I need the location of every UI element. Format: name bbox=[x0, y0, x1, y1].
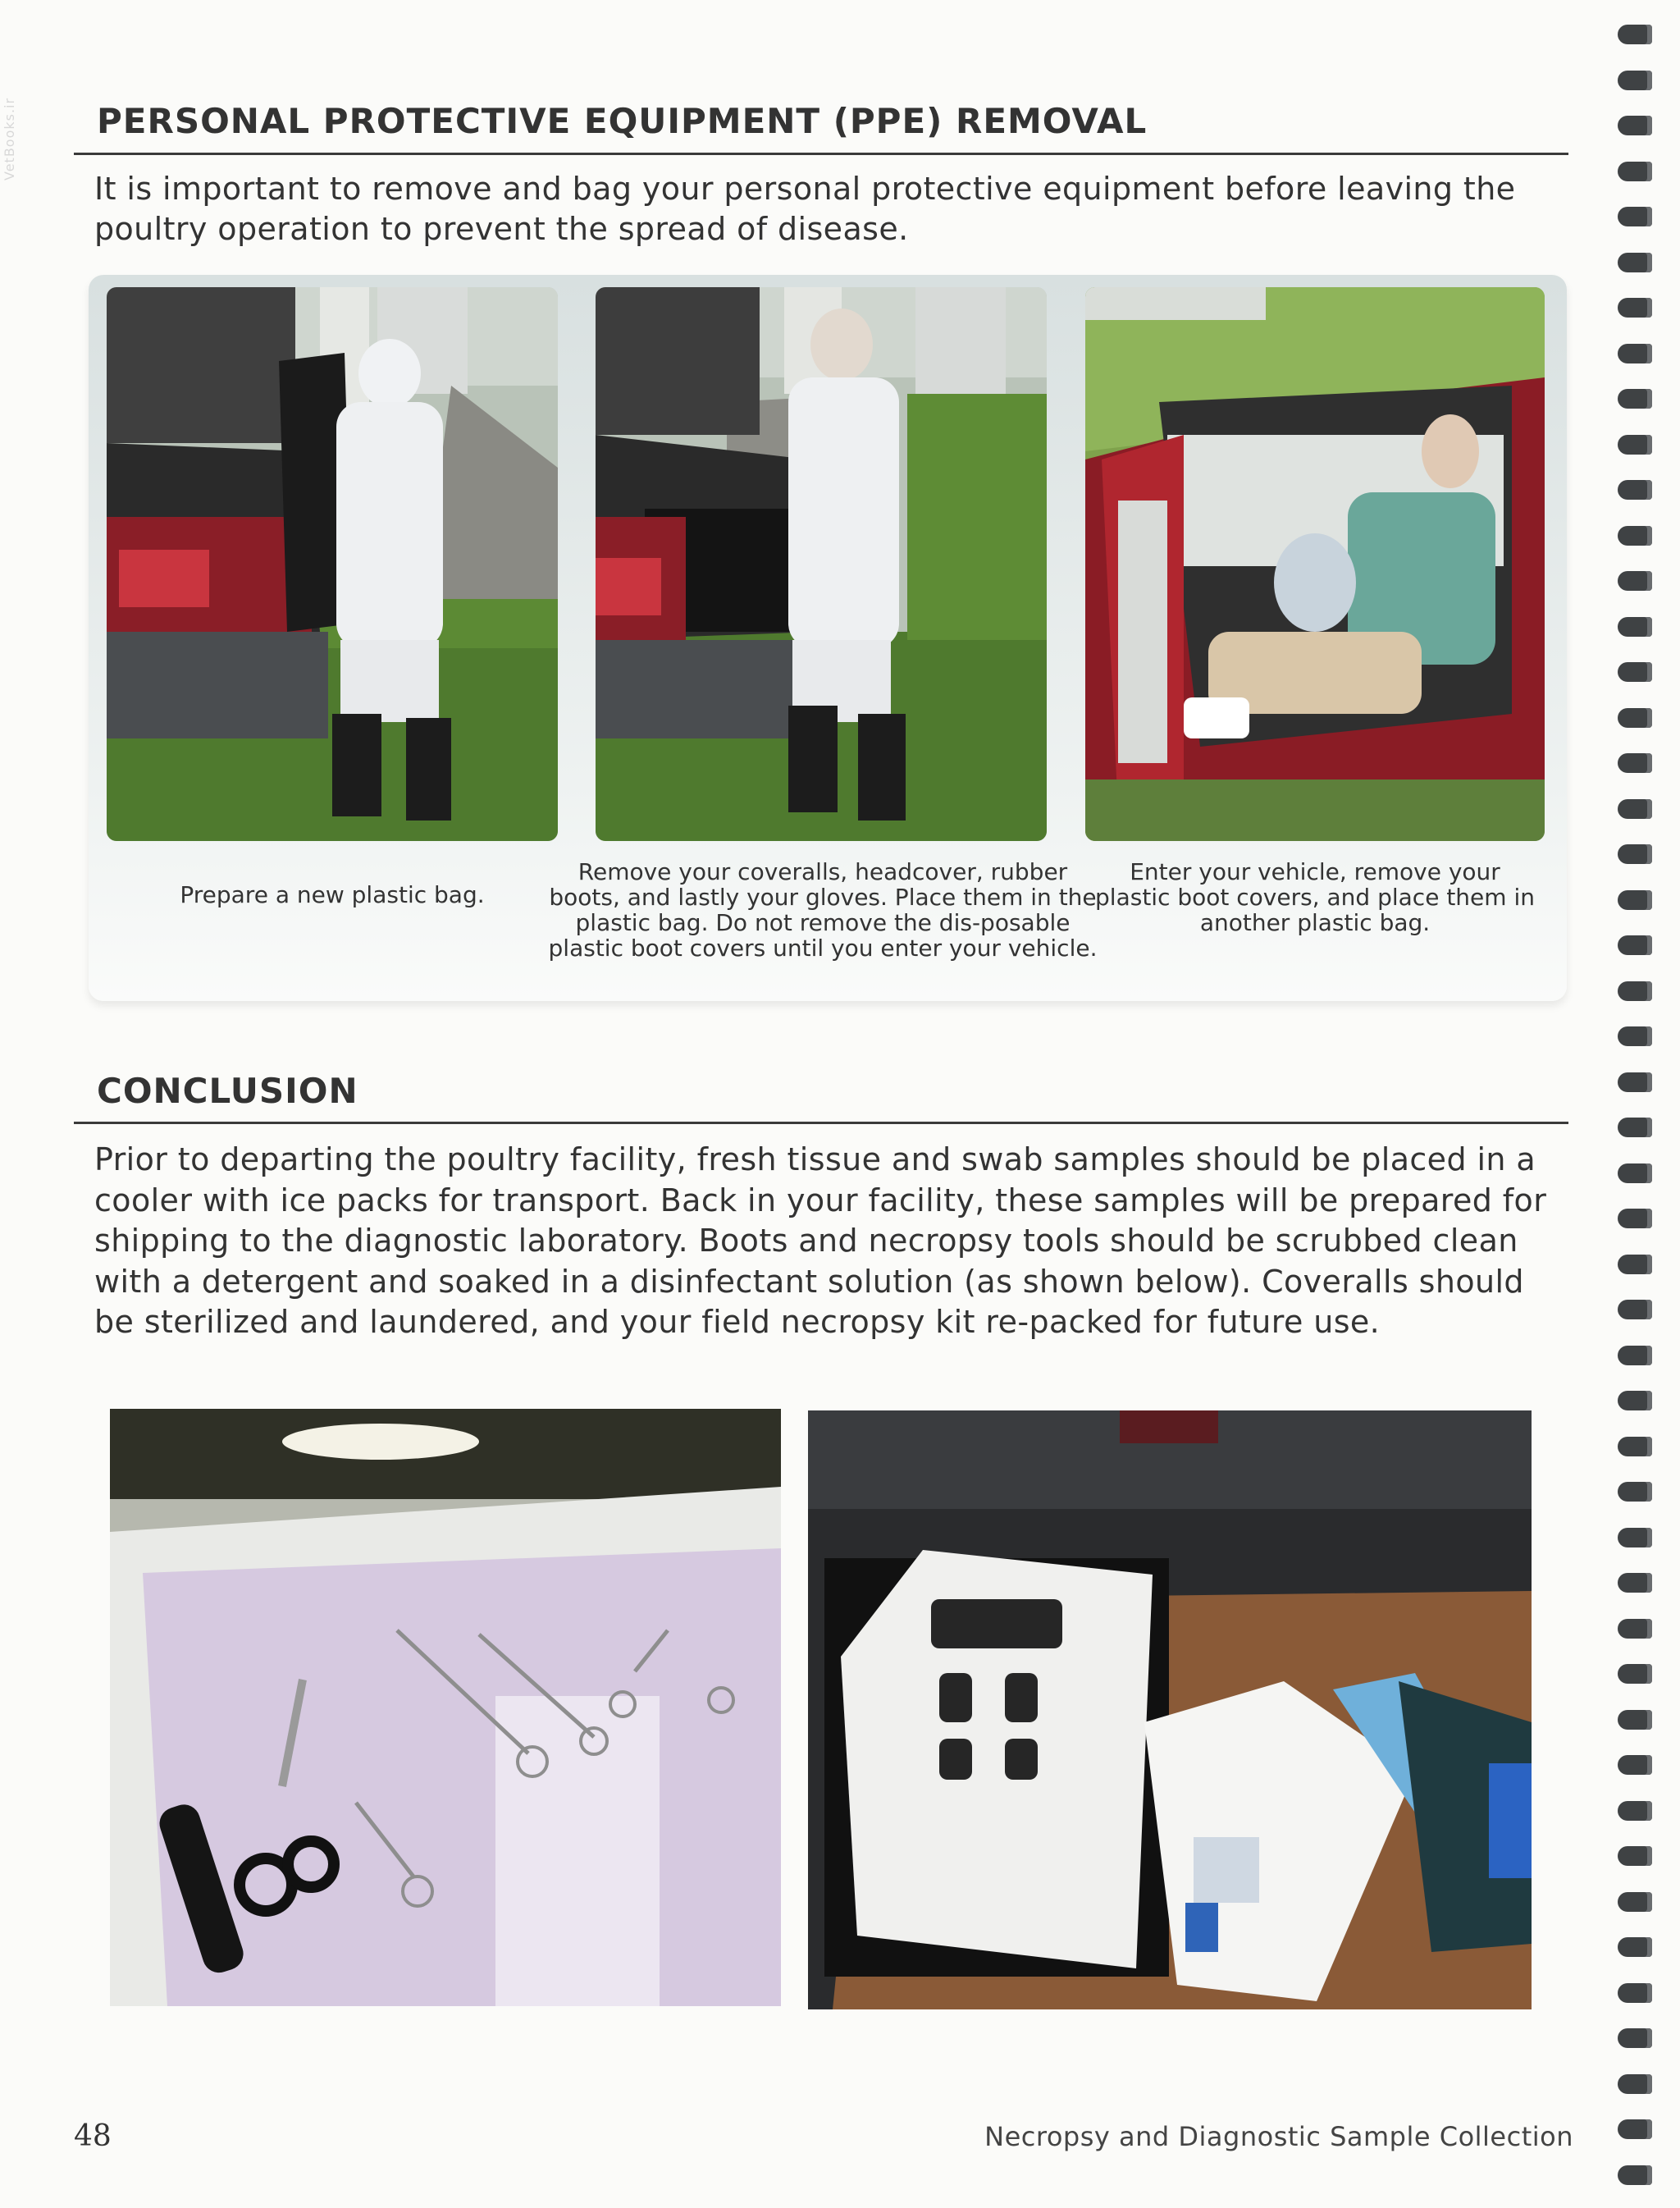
ppe-intro: It is important to remove and bag your personal protective equipment before leaving the poultry operation to prevent the spread of disease. bbox=[94, 171, 1516, 247]
binding-ring bbox=[1618, 207, 1652, 226]
binding-ring bbox=[1618, 1300, 1652, 1319]
ppe-steps-panel bbox=[89, 275, 1567, 1001]
binding-ring bbox=[1618, 708, 1652, 728]
conclusion-body: Prior to departing the poultry facility, fresh tissue and swab samples should be placed in a cooler with ice packs for transport. Back in your facility, these samples will be prepared for shipping to the diagnostic laboratory. Boots and necropsy tools should be scrubbed clean with a detergent and soaked in a disinfectant solution (as shown below). Coveralls should be sterilized and laundered, and your field necropsy kit re-packed for future use. bbox=[94, 1141, 1547, 1340]
binding-ring bbox=[1618, 935, 1652, 955]
binding-ring bbox=[1618, 389, 1652, 409]
binding-ring bbox=[1618, 2028, 1652, 2048]
binding-ring bbox=[1618, 1528, 1652, 1547]
photo-trunk-cooler bbox=[808, 1410, 1532, 2009]
section-rule bbox=[74, 1122, 1568, 1124]
binding-ring bbox=[1618, 1892, 1652, 1912]
binding-ring bbox=[1618, 1072, 1652, 1092]
binding-ring bbox=[1618, 162, 1652, 181]
binding-ring bbox=[1618, 1801, 1652, 1821]
binding-ring bbox=[1618, 799, 1652, 819]
binding-ring bbox=[1618, 753, 1652, 773]
binding-ring bbox=[1618, 1755, 1652, 1775]
watermark: VetBooks.ir bbox=[2, 97, 17, 181]
footer-book-title: Necropsy and Diagnostic Sample Collection bbox=[984, 2121, 1573, 2152]
step-caption-1: Prepare a new plastic bag. bbox=[180, 881, 485, 908]
binding-ring bbox=[1618, 1619, 1652, 1639]
binding-ring bbox=[1618, 298, 1652, 318]
binding-ring bbox=[1618, 253, 1652, 272]
photo-remove-coveralls bbox=[596, 287, 1047, 841]
section-rule bbox=[74, 153, 1568, 155]
photo-enter-vehicle bbox=[1085, 287, 1545, 841]
binding-ring bbox=[1618, 25, 1652, 44]
binding-ring bbox=[1618, 1710, 1652, 1730]
binding-ring bbox=[1618, 1846, 1652, 1866]
binding-ring bbox=[1618, 617, 1652, 637]
photo-tools-soaking bbox=[110, 1409, 781, 2006]
binding-ring bbox=[1618, 71, 1652, 90]
binding-ring bbox=[1618, 981, 1652, 1001]
photo-prepare-bag bbox=[107, 287, 558, 841]
binding-ring bbox=[1618, 890, 1652, 910]
binding-ring bbox=[1618, 1209, 1652, 1228]
binding-ring bbox=[1618, 1573, 1652, 1593]
section-title-ppe: PERSONAL PROTECTIVE EQUIPMENT (PPE) REMOVAL bbox=[97, 101, 1148, 141]
binding-ring bbox=[1618, 2119, 1652, 2139]
binding-ring bbox=[1618, 1346, 1652, 1365]
binding-ring bbox=[1618, 2074, 1652, 2094]
binding-ring bbox=[1618, 844, 1652, 864]
binding-ring bbox=[1618, 1482, 1652, 1502]
section-title-conclusion: CONCLUSION bbox=[97, 1071, 358, 1111]
binding-ring bbox=[1618, 1118, 1652, 1137]
binding-ring bbox=[1618, 1163, 1652, 1183]
binding-ring bbox=[1618, 1983, 1652, 2003]
binding-ring bbox=[1618, 1664, 1652, 1684]
binding-ring bbox=[1618, 1391, 1652, 1410]
step-caption-2: Remove your coveralls, headcover, rubber boots, and lastly your gloves. Place them in the plastic bag. Do not remove the dis-posable plastic boot covers until you enter your vehicle. bbox=[548, 858, 1098, 962]
binding-ring bbox=[1618, 1937, 1652, 1957]
binding-ring bbox=[1618, 1437, 1652, 1456]
step-caption-3: Enter your vehicle, remove your plastic boot covers, and place them in another plastic bag. bbox=[1095, 858, 1535, 936]
binding-ring bbox=[1618, 1255, 1652, 1274]
binding-ring bbox=[1618, 480, 1652, 500]
spiral-binding bbox=[1611, 16, 1680, 2199]
binding-ring bbox=[1618, 435, 1652, 455]
binding-ring bbox=[1618, 116, 1652, 135]
binding-ring bbox=[1618, 662, 1652, 682]
binding-ring bbox=[1618, 571, 1652, 591]
binding-ring bbox=[1618, 2165, 1652, 2185]
binding-ring bbox=[1618, 1026, 1652, 1046]
page-number: 48 bbox=[74, 2119, 112, 2153]
binding-ring bbox=[1618, 344, 1652, 363]
binding-ring bbox=[1618, 526, 1652, 546]
